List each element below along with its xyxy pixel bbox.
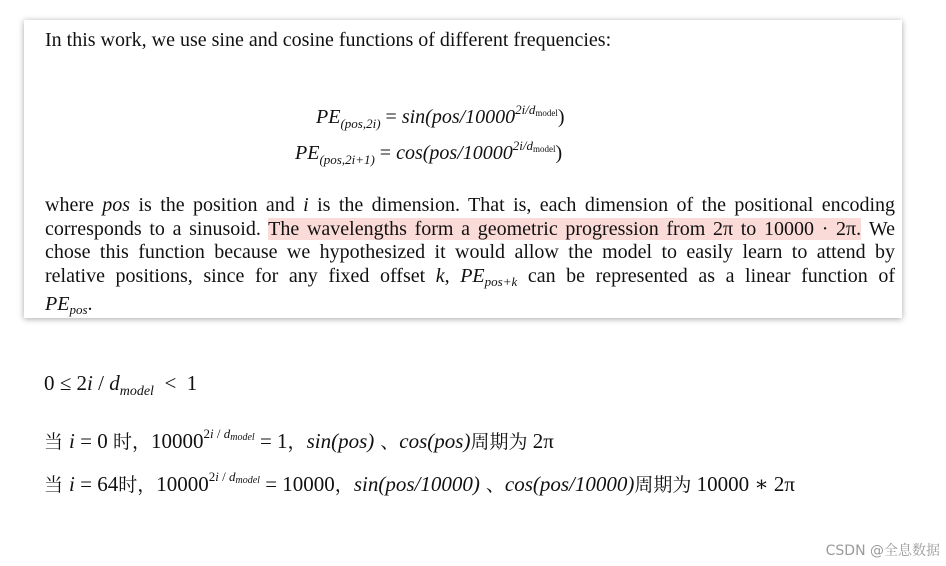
paragraph-line-1: where pos is the position and i is the dimension. That is, each dimension of the positional encoding [45, 194, 896, 216]
explanation-paragraph [45, 194, 895, 322]
paragraph-line-2: corresponds to a sinusoid. The wavelengths form a geometric progression from 2π to 10000 · 2π. We [45, 217, 895, 240]
paragraph-line-3: chose this function because we hypothesized it would allow the model to easily learn to attend by [45, 241, 895, 263]
equation-sin: $PE_{(pos,2i)} = \sin(pos/10000^{2i/d_{model}})$ [316, 102, 565, 131]
highlighted-sentence: The wavelengths form a geometric progression from 2π to 10000 · 2π. [268, 217, 862, 240]
paper-excerpt-card [24, 20, 902, 318]
equation-cos: $PE_{(pos,2i+1)} = \cos(pos/10000^{2i/d_{model}})$ [295, 138, 563, 167]
period-note-i64: 当 i = 64时，$10000^{2i / d_{model}} = 10000$，sin(pos/10000) 、cos(pos/10000)周期为 10000 ∗ 2π [44, 469, 796, 496]
inequality-note: $0 \le 2i / d_{model} < 1$ [44, 371, 198, 399]
intro-text: In this work, we use sine and cosine functions of different frequencies: [45, 29, 612, 51]
csdn-watermark: CSDN @全息数据 [825, 543, 940, 559]
paragraph-line-5: $PE_{pos}$. [45, 293, 93, 317]
paragraph-line-4: relative positions, since for any fixed offset k, $PE_{pos+k}$ can be represented as a linear function of [45, 264, 895, 289]
period-note-i0: 当 i = 0 时，$10000^{2i / d_{model}} = 1$，sin(pos) 、cos(pos)周期为 2π [44, 426, 554, 453]
